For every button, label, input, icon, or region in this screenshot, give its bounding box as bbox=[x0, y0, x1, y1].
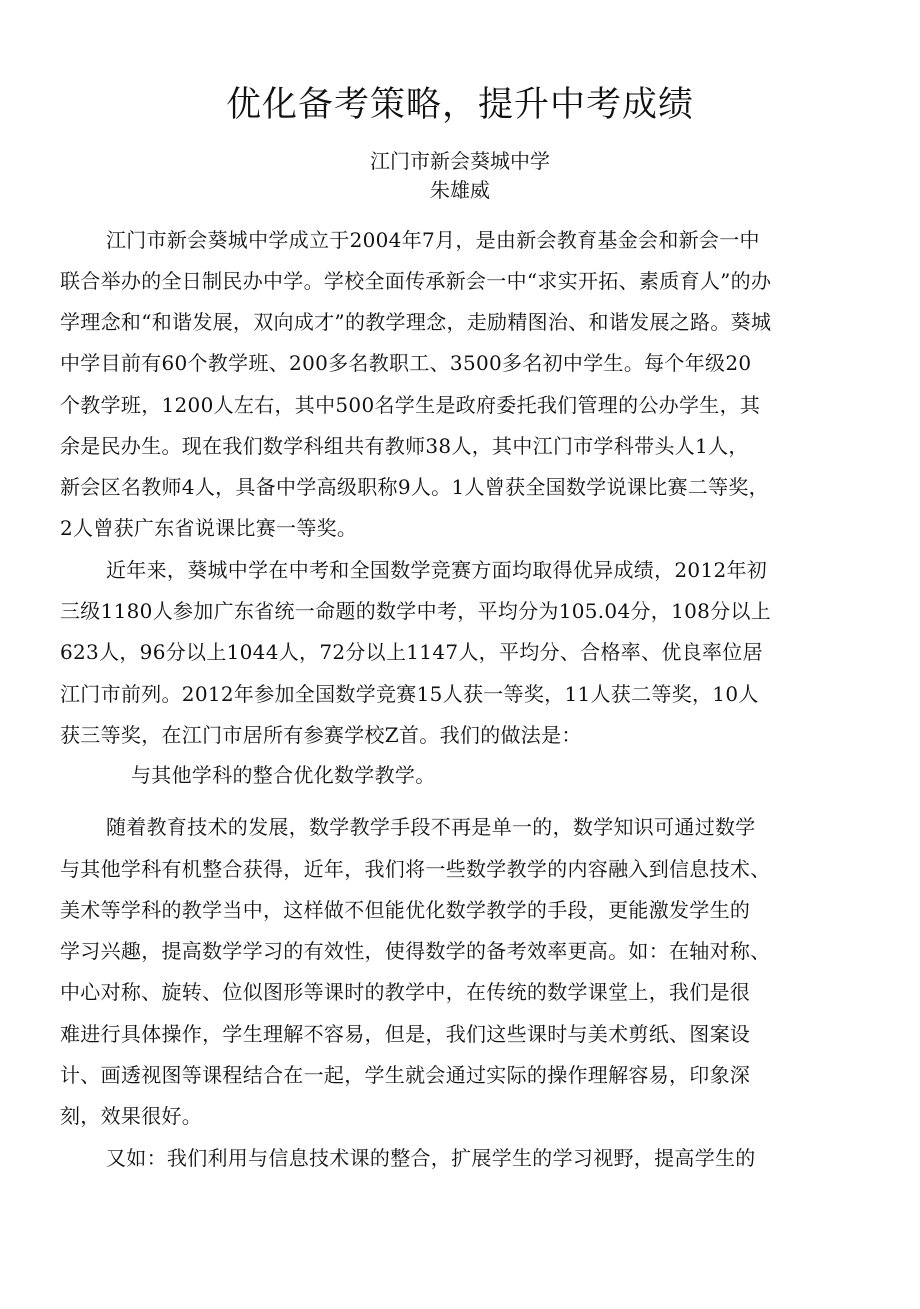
body-text-line: 中心对称、旋转、位似图形等课时的教学中，在传统的数学课堂上，我们是很 bbox=[60, 980, 751, 1004]
body-text-line: 江门市前列。2012年参加全国数学竞赛15人获一等奖，11人获二等奖，10人 bbox=[60, 682, 759, 706]
body-text-line: 个教学班，1200人左右，其中500名学生是政府委托我们管理的公办学生，其 bbox=[60, 393, 761, 417]
body-text-line: 随着教育技术的发展，数学教学手段不再是单一的，数学知识可通过数学 bbox=[106, 815, 756, 839]
body-text-line: 又如：我们利用与信息技术课的整合，扩展学生的学习视野，提高学生的 bbox=[106, 1146, 756, 1170]
body-text-line: 难进行具体操作，学生理解不容易，但是，我们这些课时与美术剪纸、图案设 bbox=[60, 1022, 751, 1046]
body-text-line: 623人，96分以上1044人，72分以上1147人，平均分、合格率、优良率位居 bbox=[60, 640, 763, 664]
body-text-line: 余是民办生。现在我们数学科组共有教师38人，其中江门市学科带头人1人， bbox=[60, 434, 749, 458]
body-text-line: 2人曾获广东省说课比赛一等奖。 bbox=[60, 516, 358, 540]
body-text-line: 中学目前有60个教学班、200多名教职工、3500多名初中学生。每个年级20 bbox=[60, 351, 752, 375]
body-text-line: 刻，效果很好。 bbox=[60, 1104, 203, 1128]
body-text-line: 学习兴趣，提高数学学习的有效性，使得数学的备考效率更高。如：在轴对称、 bbox=[60, 939, 771, 963]
body-text-line: 联合举办的全日制民办中学。学校全面传承新会一中“求实开拓、素质育人”的办 bbox=[60, 269, 772, 293]
body-text-line: 学理念和“和谐发展，双向成才”的教学理念，走励精图治、和谐发展之路。葵城 bbox=[60, 310, 772, 334]
body-text-line: 三级1180人参加广东省统一命题的数学中考，平均分为105.04分，108分以上 bbox=[60, 599, 772, 623]
body-text-line: 近年来，葵城中学在中考和全国数学竞赛方面均取得优异成绩，2012年初 bbox=[106, 558, 768, 582]
body-text-line: 美术等学科的教学当中，这样做不但能优化数学教学的手段，更能激发学生的 bbox=[60, 898, 751, 922]
author-name: 朱雄威 bbox=[430, 178, 490, 202]
body-text-line: 获三等奖，在江门市居所有参赛学校Z首。我们的做法是： bbox=[60, 723, 582, 747]
document-title: 优化备考策略，提升中考成绩 bbox=[225, 85, 694, 125]
body-text-line: 江门市新会葵城中学成立于2004年7月，是由新会教育基金会和新会一中 bbox=[106, 228, 760, 252]
body-text-line: 新会区名教师4人，具备中学高级职称9人。1人曾获全国数学说课比赛二等奖， bbox=[60, 475, 769, 499]
body-text-line: 与其他学科有机整合获得，近年，我们将一些数学教学的内容融入到信息技术、 bbox=[60, 857, 771, 881]
section-heading: 与其他学科的整合优化数学教学。 bbox=[131, 763, 436, 787]
body-text-line: 计、画透视图等课程结合在一起，学生就会通过实际的操作理解容易，印象深 bbox=[60, 1063, 751, 1087]
author-organization: 江门市新会葵城中学 bbox=[370, 149, 550, 173]
